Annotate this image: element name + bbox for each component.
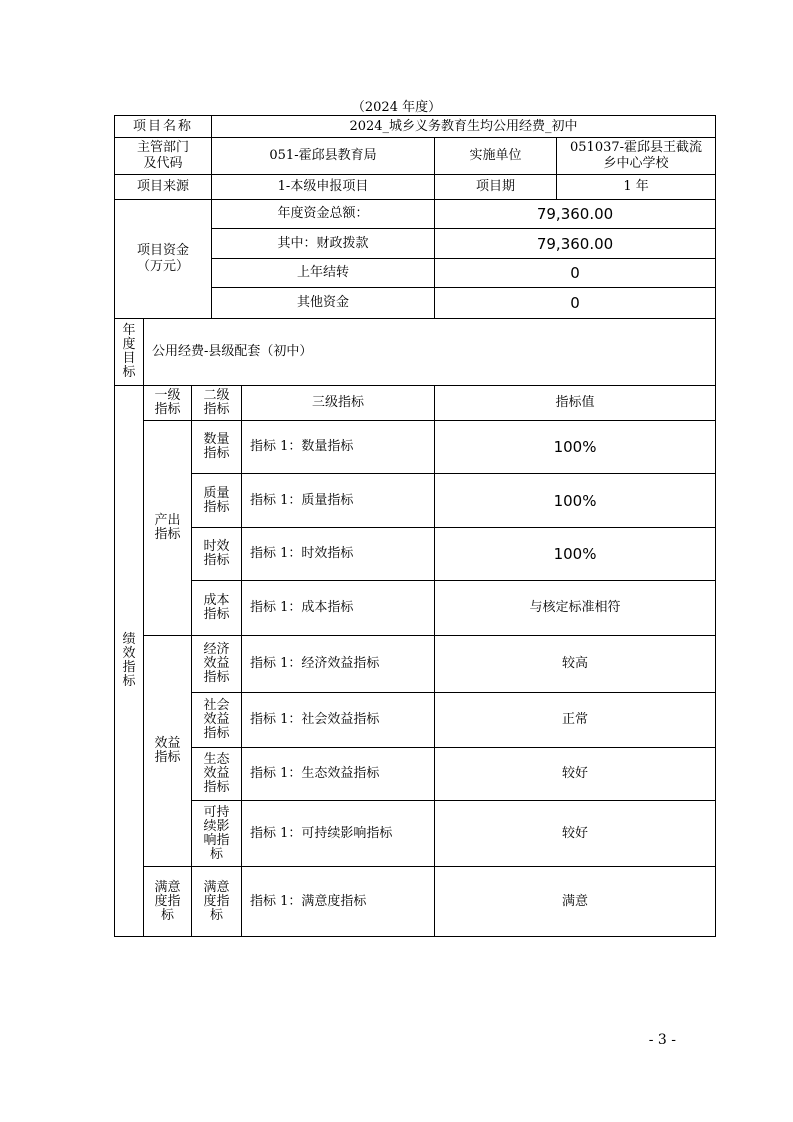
level3-label: 指标 1：质量指标	[242, 474, 435, 528]
level3-label: 指标 1：成本指标	[242, 581, 435, 636]
benefit-indicators-label: 效益 指标	[144, 636, 192, 867]
indicator-value: 满意	[435, 867, 716, 937]
level3-label: 指标 1：时效指标	[242, 528, 435, 581]
level2-label: 满意 度指 标	[192, 867, 242, 937]
project-source-label: 项目来源	[115, 175, 212, 200]
level2-label: 质量 指标	[192, 474, 242, 528]
source-row	[115, 175, 716, 200]
project-period-label: 项目期	[435, 175, 557, 200]
funds-carryover-value: 0	[435, 259, 716, 288]
funds-total-row	[115, 200, 716, 229]
implementing-unit-label: 实施单位	[435, 138, 557, 175]
indicator-value: 100%	[435, 528, 716, 581]
indicator-value: 较好	[435, 748, 716, 801]
page-number: - 3 -	[648, 1032, 676, 1048]
level2-label: 可持 续影 响指 标	[192, 801, 242, 867]
indicator-row	[115, 693, 716, 748]
indicator-row	[115, 474, 716, 528]
indicator-row	[115, 581, 716, 636]
indicator-value: 较好	[435, 801, 716, 867]
indicator-value: 正常	[435, 693, 716, 748]
header-value: 指标值	[435, 386, 716, 421]
indicator-row	[115, 748, 716, 801]
indicator-row	[115, 867, 716, 937]
indicator-value: 100%	[435, 421, 716, 474]
level3-label: 指标 1：可持续影响指标	[242, 801, 435, 867]
level3-label: 指标 1：数量指标	[242, 421, 435, 474]
annual-goal-label: 年 度 目 标	[115, 319, 144, 386]
department-value: 051-霍邱县教育局	[212, 138, 435, 175]
output-indicators-label: 产出 指标	[144, 421, 192, 636]
header-level1: 一级 指标	[144, 386, 192, 421]
level2-label: 时效 指标	[192, 528, 242, 581]
level3-label: 指标 1：满意度指标	[242, 867, 435, 937]
header-level3: 三级指标	[242, 386, 435, 421]
satisfaction-indicators-label: 满意 度指 标	[144, 867, 192, 937]
indicator-value: 与核定标准相符	[435, 581, 716, 636]
performance-target-table	[114, 115, 716, 937]
indicator-row	[115, 528, 716, 581]
level3-label: 指标 1：生态效益指标	[242, 748, 435, 801]
funds-fiscal-value: 79,360.00	[435, 229, 716, 259]
indicator-row	[115, 801, 716, 867]
project-period-value: 1 年	[557, 175, 716, 200]
year-label: （2024 年度）	[351, 100, 442, 115]
level2-label: 数量 指标	[192, 421, 242, 474]
indicator-row	[115, 421, 716, 474]
project-name-value: 2024_城乡义务教育生均公用经费_初中	[212, 116, 716, 138]
level2-label: 经济 效益 指标	[192, 636, 242, 693]
indicator-value: 较高	[435, 636, 716, 693]
indicator-row	[115, 636, 716, 693]
funds-fiscal-label: 其中：财政拨款	[212, 229, 435, 259]
performance-indicators-label: 绩 效 指 标	[115, 386, 144, 937]
funds-other-label: 其他资金	[212, 288, 435, 319]
level2-label: 社会 效益 指标	[192, 693, 242, 748]
funds-total-label: 年度资金总额：	[212, 200, 435, 229]
level3-label: 指标 1：经济效益指标	[242, 636, 435, 693]
funds-total-value: 79,360.00	[435, 200, 716, 229]
annual-goal-value: 公用经费-县级配套（初中）	[144, 319, 716, 386]
project-name-row	[115, 116, 716, 138]
project-name-label: 项目名称	[115, 116, 212, 138]
funds-carryover-label: 上年结转	[212, 259, 435, 288]
header-level2: 二级 指标	[192, 386, 242, 421]
level2-label: 成本 指标	[192, 581, 242, 636]
level2-label: 生态 效益 指标	[192, 748, 242, 801]
level3-label: 指标 1：社会效益指标	[242, 693, 435, 748]
indicator-value: 100%	[435, 474, 716, 528]
annual-goal-row	[115, 319, 716, 386]
project-source-value: 1-本级申报项目	[212, 175, 435, 200]
funds-label: 项目资金 （万元）	[115, 200, 212, 319]
implementing-unit-value: 051037-霍邱县王截流 乡中心学校	[557, 138, 716, 175]
funds-other-value: 0	[435, 288, 716, 319]
department-row	[115, 138, 716, 175]
department-label: 主管部门 及代码	[115, 138, 212, 175]
indicator-header-row	[115, 386, 716, 421]
